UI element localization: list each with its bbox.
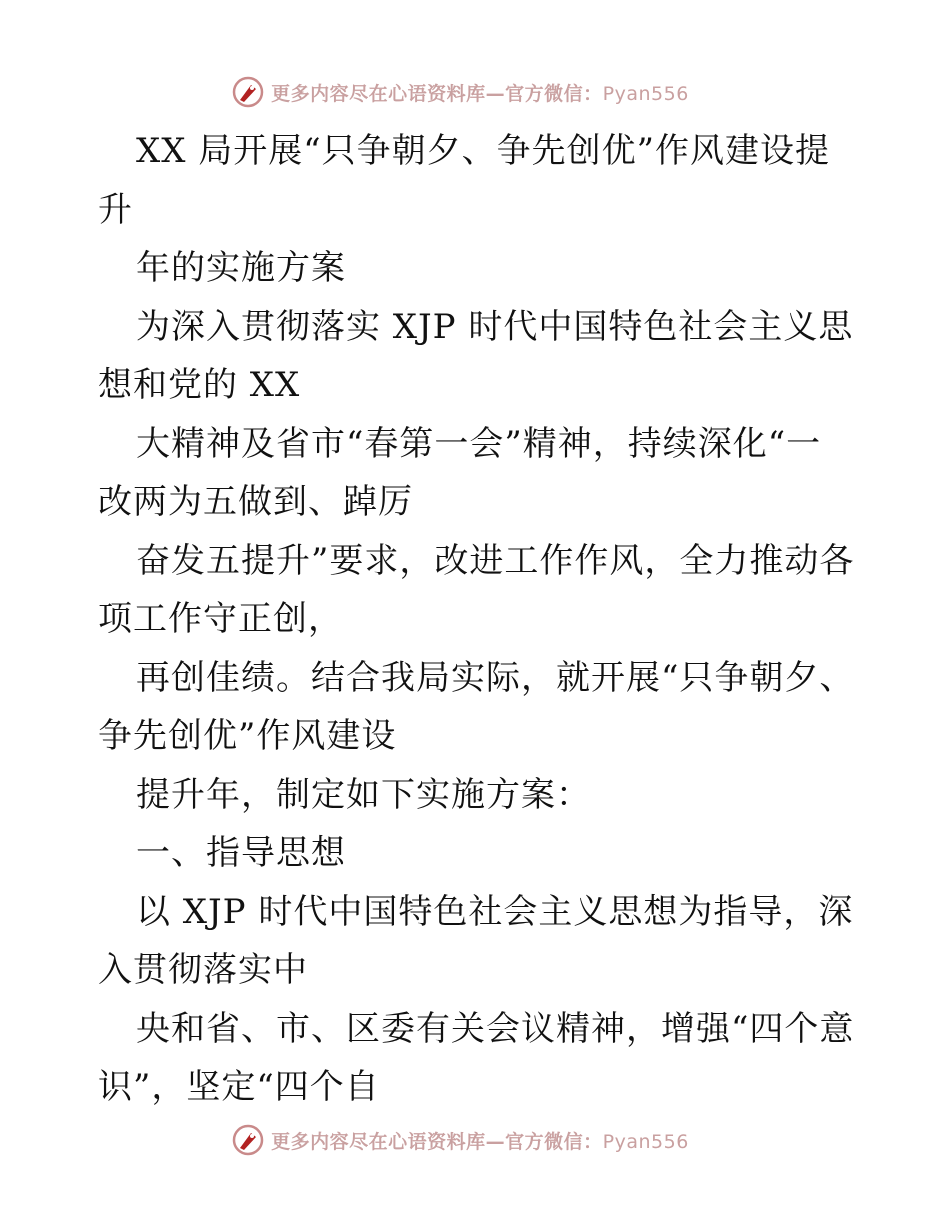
- footer-watermark: [0, 1118, 950, 1162]
- text-line: 升: [98, 189, 133, 230]
- text-line: 央和省、市、区委有关会议精神，增强“四个意: [136, 1008, 855, 1049]
- text-line: 再创佳绩。结合我局实际，就开展“只争朝夕、: [136, 657, 855, 698]
- text-line: 入贯彻落实中: [98, 950, 308, 990]
- text-line: 项工作守正创，: [98, 599, 343, 639]
- text-line: 奋发五提升”要求，改进工作作风，全力推动各: [136, 540, 855, 581]
- document-body: [98, 122, 858, 1117]
- text-line: 改两为五做到、踔厉: [98, 482, 413, 522]
- text-line: 争先创优”作风建设: [98, 716, 397, 756]
- header-watermark: [0, 70, 950, 114]
- text-line: 为深入贯彻落实 XJP 时代中国特色社会主义思: [136, 306, 854, 347]
- text-line: 以 XJP 时代中国特色社会主义思想为指导，深: [136, 891, 854, 932]
- text-line: 想和党的 XX: [98, 365, 301, 405]
- text-line: 识”，坚定“四个自: [98, 1067, 380, 1107]
- text-line: 年的实施方案: [136, 248, 346, 288]
- text-line: 大精神及省市“春第一会”精神，持续深化“一: [136, 423, 822, 464]
- watermark-text: 更多内容尽在心语资料库—官方微信：Pyan556: [271, 82, 689, 105]
- watermark-text: 更多内容尽在心语资料库—官方微信：Pyan556: [271, 1130, 689, 1153]
- pen-nib-seal-icon: [231, 75, 265, 109]
- text-line: 提升年，制定如下实施方案：: [136, 774, 591, 815]
- text-line: 一、指导思想: [136, 833, 346, 873]
- pen-nib-seal-icon: [231, 1123, 265, 1157]
- text-line: XX 局开展“只争朝夕、争先创优”作风建设提: [136, 131, 830, 171]
